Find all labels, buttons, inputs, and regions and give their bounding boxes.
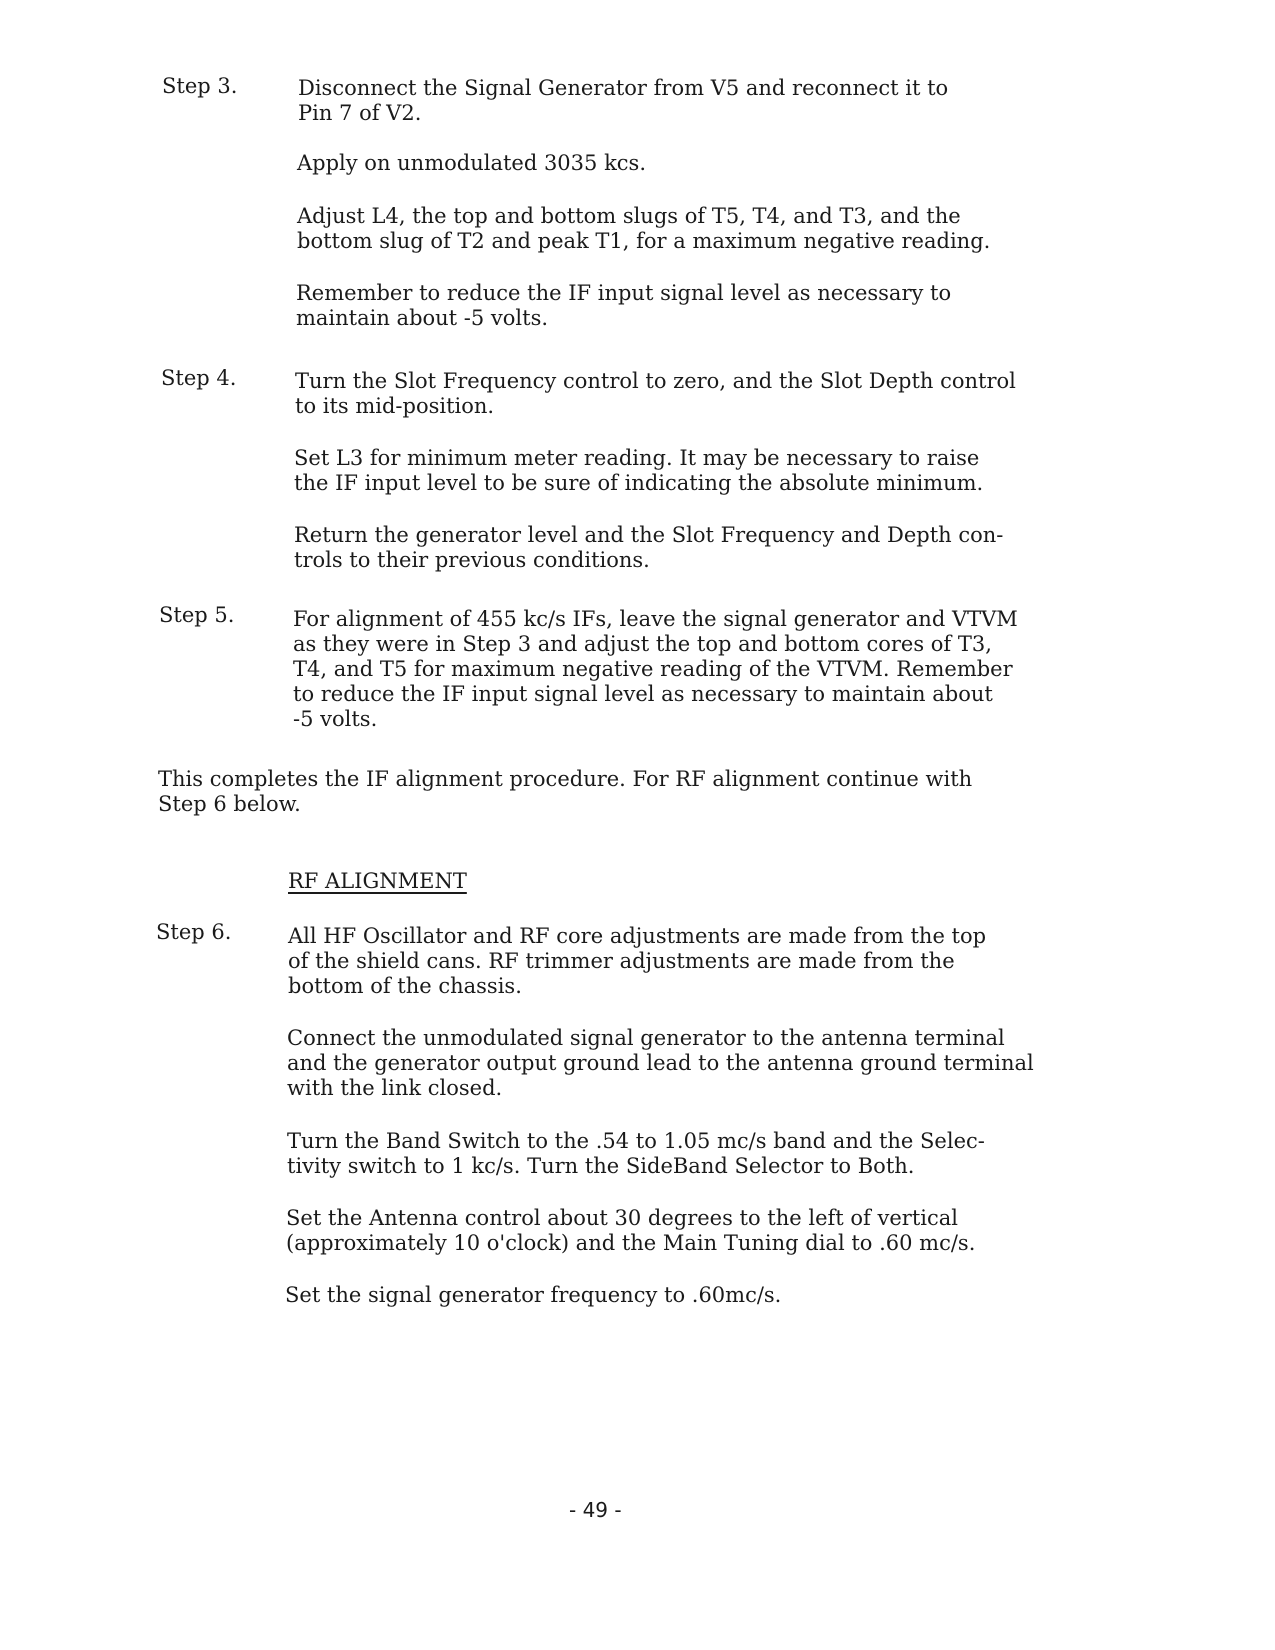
text-line: Set L3 for minimum meter reading. It may be necessary to raise <box>294 446 980 470</box>
step-5-label: Step 5. <box>159 603 235 627</box>
text-line: trols to their previous conditions. <box>294 548 650 572</box>
step-3-paragraph-3 <box>297 204 990 254</box>
text-line: to reduce the IF input signal level as necessary to maintain about <box>293 682 993 706</box>
page-number: - 49 - <box>569 1498 622 1522</box>
text-line: bottom slug of T2 and peak T1, for a maximum negative reading. <box>297 229 991 253</box>
step-6-paragraph-5 <box>285 1283 781 1308</box>
text-line: Turn the Band Switch to the .54 to 1.05 mc/s band and the Selec- <box>287 1129 985 1153</box>
text-line: bottom of the chassis. <box>288 974 522 998</box>
text-line: the IF input level to be sure of indicating the absolute minimum. <box>294 471 984 495</box>
text-line: and the generator output ground lead to the antenna ground terminal <box>287 1051 1034 1075</box>
text-line: with the link closed. <box>287 1076 503 1100</box>
step-5-paragraph-1 <box>293 607 1018 732</box>
text-line: of the shield cans. RF trimmer adjustments are made from the <box>288 949 955 973</box>
text-line: Step 6 below. <box>158 792 301 816</box>
text-line: Return the generator level and the Slot Frequency and Depth con- <box>294 523 1004 547</box>
text-line: Turn the Slot Frequency control to zero, and the Slot Depth control <box>295 369 1016 393</box>
step-6-paragraph-2 <box>287 1026 1034 1101</box>
step-3-paragraph-1 <box>298 76 948 126</box>
step-3-paragraph-4 <box>296 281 951 331</box>
step-3-paragraph-2 <box>297 151 646 176</box>
text-line: -5 volts. <box>293 707 378 731</box>
text-line: (approximately 10 o'clock) and the Main Tuning dial to .60 mc/s. <box>286 1231 976 1255</box>
text-line: Pin 7 of V2. <box>298 101 422 125</box>
text-line: For alignment of 455 kc/s IFs, leave the signal generator and VTVM <box>293 607 1018 631</box>
text-line: tivity switch to 1 kc/s. Turn the SideBand Selector to Both. <box>287 1154 915 1178</box>
text-line: maintain about -5 volts. <box>296 306 549 330</box>
text-line: Connect the unmodulated signal generator to the antenna terminal <box>287 1026 1005 1050</box>
text-line: Set the Antenna control about 30 degrees to the left of vertical <box>286 1206 958 1230</box>
text-line: All HF Oscillator and RF core adjustments are made from the top <box>288 924 987 948</box>
text-line: to its mid-position. <box>295 394 495 418</box>
step-6-paragraph-4 <box>286 1206 975 1256</box>
text-line: as they were in Step 3 and adjust the top and bottom cores of T3, <box>293 632 992 656</box>
step-6-paragraph-1 <box>288 924 986 999</box>
step-3-label: Step 3. <box>162 74 238 98</box>
step-4-paragraph-1 <box>295 369 1016 419</box>
text-line: Disconnect the Signal Generator from V5 and reconnect it to <box>298 76 949 100</box>
text-line: Set the signal generator frequency to .60mc/s. <box>285 1283 782 1307</box>
step-6-paragraph-3 <box>287 1129 985 1179</box>
step-4-paragraph-3 <box>294 523 1003 573</box>
rf-alignment-heading: RF ALIGNMENT <box>288 869 467 893</box>
text-line: T4, and T5 for maximum negative reading of the VTVM. Remember <box>293 657 1013 681</box>
if-completion-paragraph <box>158 767 972 817</box>
text-line: Remember to reduce the IF input signal level as necessary to <box>296 281 952 305</box>
step-4-label: Step 4. <box>161 366 237 390</box>
text-line: This completes the IF alignment procedure. For RF alignment continue with <box>158 767 973 791</box>
step-6-label: Step 6. <box>156 920 232 944</box>
text-line: Adjust L4, the top and bottom slugs of T5, T4, and T3, and the <box>297 204 961 228</box>
step-4-paragraph-2 <box>294 446 983 496</box>
text-line: Apply on unmodulated 3035 kcs. <box>297 151 647 175</box>
